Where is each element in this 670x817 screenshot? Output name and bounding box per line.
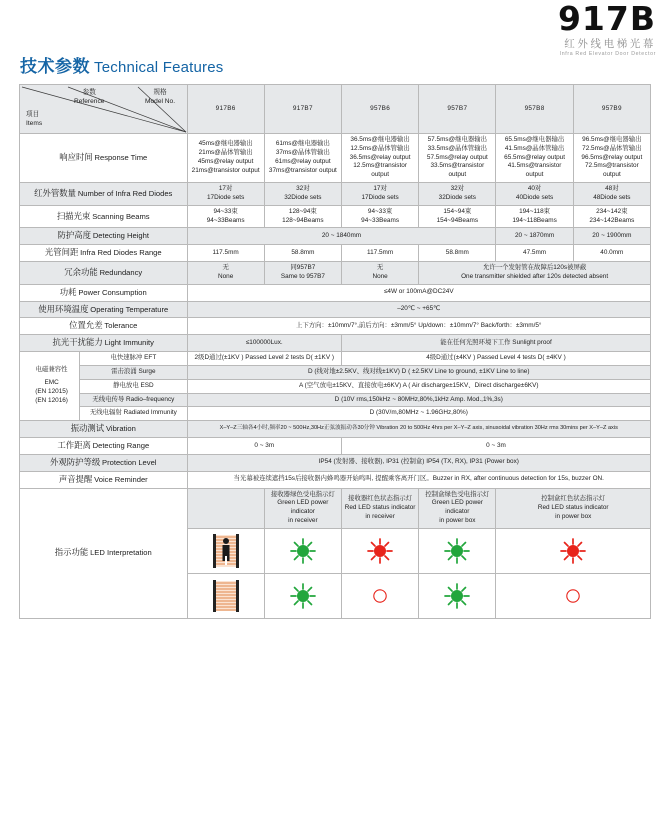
cell-response-6: 96.5ms@继电器输出 72.5ms@晶体管输出 96.5ms@relay output 72.5ms@transistor output bbox=[573, 134, 650, 183]
row-emc-radio-frequency bbox=[20, 393, 651, 407]
row-label-protection-level: 外观防护等级 Protection Level bbox=[20, 454, 188, 471]
led-lamp-green-powerbox-on bbox=[419, 528, 496, 573]
cell-redundancy-merged: 允许一个发射管在故障后120s被屏蔽 One transmitter shielded after 120s detected absent bbox=[419, 262, 651, 285]
row-diode-range bbox=[20, 245, 651, 262]
cell-height-6: 20 ~ 1900mm bbox=[573, 228, 650, 245]
row-label-operating-temperature: 使用环境温度 Operating Temperature bbox=[20, 301, 188, 318]
cell-range-6: 40.0mm bbox=[573, 245, 650, 262]
cell-diodes-1: 17对 17Diode sets bbox=[187, 183, 264, 206]
cell-diodes-2: 32对 32Diode sets bbox=[264, 183, 341, 206]
red-led-off-icon bbox=[560, 583, 586, 609]
row-label-scanning-beams: 扫描光束 Scanning Beams bbox=[20, 205, 188, 228]
led-diagram-header bbox=[187, 488, 264, 528]
row-label-detecting-height: 防护高度 Detecting Height bbox=[20, 228, 188, 245]
row-emc-surge bbox=[20, 365, 651, 379]
model-header-3: 957B6 bbox=[341, 85, 418, 134]
technical-specification-table bbox=[19, 84, 651, 619]
green-led-on-icon bbox=[444, 538, 470, 564]
row-emc-eft bbox=[20, 352, 651, 366]
cell-vibration: X–Y–Z三轴各4小时,频率20 ~ 500Hz,30Hz正弦波振动各30分钟 Vibration 20 to 500Hz 4hrs per X–Y–Z axis, sinusoidal vibration 30Hz rms 30mins per X–Y–Z axis bbox=[187, 421, 650, 438]
model-header-2: 917B7 bbox=[264, 85, 341, 134]
cell-radiated-immunity: D (30V/m,80MHz ~ 1.96GHz,80%) bbox=[187, 407, 650, 421]
row-label-radio-frequency: 无线电传导 Radio–frequency bbox=[80, 393, 187, 407]
cell-range-5: 47.5mm bbox=[496, 245, 573, 262]
door-clear-icon bbox=[187, 573, 264, 618]
row-label-diode-range: 光管间距 Infra Red Diodes Range bbox=[20, 245, 188, 262]
led-lamp-green-receiver-on-2 bbox=[264, 573, 341, 618]
cell-range-3: 117.5mm bbox=[341, 245, 418, 262]
model-header-6: 957B9 bbox=[573, 85, 650, 134]
row-label-esd: 静电放电 ESD bbox=[80, 379, 187, 393]
row-label-redundancy: 冗余功能 Redundancy bbox=[20, 262, 188, 285]
cell-voice-reminder: 当光幕被连续遮挡15s后接收器内蜂鸣器开始鸣叫, 提醒乘客离开门区。Buzzer in RX, after continuous detection for 15s, buzzer ON. bbox=[187, 471, 650, 488]
row-label-emc: 电磁兼容性 EMC (EN 12015) (EN 12016) bbox=[20, 352, 80, 421]
led-header-4: 控制盒红色状态指示灯 Red LED status indicator in power box bbox=[496, 488, 651, 528]
cell-height-merged: 20 ~ 1840mm bbox=[187, 228, 496, 245]
model-header-4: 957B7 bbox=[419, 85, 496, 134]
cell-light-immunity-right: 能在任何光照环境下工作 Sunlight proof bbox=[341, 335, 650, 352]
cell-response-3: 36.5ms@继电器输出 12.5ms@晶体管输出 36.5ms@relay output 12.5ms@transistor output bbox=[341, 134, 418, 183]
cell-response-5: 65.5ms@继电器输出 41.5ms@晶体管输出 65.5ms@relay output 41.5ms@transistor output bbox=[496, 134, 573, 183]
page-title-en: Technical Features bbox=[94, 59, 224, 76]
cell-redundancy-1: 无 None bbox=[187, 262, 264, 285]
cell-esd: A (空气放电±15KV、直接放电±6KV) A ( Air discharge±15KV、Direct discharge±6KV) bbox=[187, 379, 650, 393]
page-title-cn: 技术参数 bbox=[20, 57, 90, 76]
cell-response-1: 45ms@继电器输出 21ms@晶体管输出 45ms@relay output 21ms@transistor output bbox=[187, 134, 264, 183]
row-protection-level bbox=[20, 454, 651, 471]
cell-beams-5: 194~118束 194~118Beams bbox=[496, 205, 573, 228]
cell-light-immunity-left: ≤100000Lux. bbox=[187, 335, 341, 352]
cell-beams-1: 94~33束 94~33Beams bbox=[187, 205, 264, 228]
row-led-header bbox=[20, 488, 651, 528]
cell-detecting-range-right: 0 ~ 3m bbox=[341, 438, 650, 455]
red-led-on-icon bbox=[367, 538, 393, 564]
row-label-response-time: 响应时间 Response Time bbox=[20, 134, 188, 183]
model-header-5: 957B8 bbox=[496, 85, 573, 134]
cell-range-1: 117.5mm bbox=[187, 245, 264, 262]
row-label-diode-count: 红外管数量 Number of Infra Red Diodes bbox=[20, 183, 188, 206]
led-header-2: 接收器红色状态指示灯 Red LED status indicator in receiver bbox=[341, 488, 418, 528]
cell-surge: D (线对地±2.5KV、线对线±1KV) D ( ±2.5KV Line to ground, ±1KV Line to line) bbox=[187, 365, 650, 379]
row-light-immunity bbox=[20, 335, 651, 352]
row-detecting-height bbox=[20, 228, 651, 245]
door-blocked-icon-svg bbox=[212, 534, 240, 568]
row-voice-reminder bbox=[20, 471, 651, 488]
legend-model: 规格 Model No. bbox=[145, 89, 176, 105]
row-label-detecting-range: 工作距离 Detecting Range bbox=[20, 438, 188, 455]
led-header-3: 控制盒绿色受电指示灯 Green LED power indicator in power box bbox=[419, 488, 496, 528]
cell-range-4: 58.8mm bbox=[419, 245, 496, 262]
row-vibration bbox=[20, 421, 651, 438]
product-logo bbox=[558, 2, 656, 58]
green-led-on-icon bbox=[290, 583, 316, 609]
corner-legend-cell bbox=[20, 85, 188, 134]
led-lamp-red-receiver-on bbox=[341, 528, 418, 573]
row-response-time bbox=[20, 134, 651, 183]
row-label-vibration: 振动测试 Vibration bbox=[20, 421, 188, 438]
cell-diodes-4: 32对 32Diode sets bbox=[419, 183, 496, 206]
row-label-surge: 雷击浪涌 Surge bbox=[80, 365, 187, 379]
row-operating-temperature bbox=[20, 301, 651, 318]
cell-beams-6: 234~142束 234~142Beams bbox=[573, 205, 650, 228]
cell-detecting-range-left: 0 ~ 3m bbox=[187, 438, 341, 455]
red-led-off-icon bbox=[367, 583, 393, 609]
cell-tolerance: 上下方向：±10mm/7°,前后方向：±3mm/5° Up/down：±10mm/7° Back/forth：±3mm/5° bbox=[187, 318, 650, 335]
page-title bbox=[20, 52, 224, 77]
row-label-light-immunity: 抗光干扰能力 Light Immunity bbox=[20, 335, 188, 352]
cell-height-5: 20 ~ 1870mm bbox=[496, 228, 573, 245]
cell-diodes-6: 48对 48Diode sets bbox=[573, 183, 650, 206]
cell-operating-temperature: –20℃ ~ +65℃ bbox=[187, 301, 650, 318]
row-diode-count bbox=[20, 183, 651, 206]
cell-power-consumption: ≤4W or 100mA@DC24V bbox=[187, 284, 650, 301]
table-header-row bbox=[20, 85, 651, 134]
legend-items: 项目 Items bbox=[26, 111, 43, 127]
cell-beams-4: 154~94束 154~94Beams bbox=[419, 205, 496, 228]
cell-protection-level: IP54 (发射器、接收器), IP31 (控制盒) IP54 (TX, RX), IP31 (Power box) bbox=[187, 454, 650, 471]
logo-subtitle-cn: 红外线电梯光幕 bbox=[564, 37, 656, 50]
logo-subtitle-en: Infra Red Elevator Door Detector bbox=[559, 51, 656, 58]
led-header-1: 接收器绿色受电指示灯 Green LED power indicator in receiver bbox=[264, 488, 341, 528]
cell-beams-2: 128~94束 128~94Beams bbox=[264, 205, 341, 228]
row-label-eft: 电快速脉冲 EFT bbox=[80, 352, 187, 366]
cell-eft-right: 4级D通过(±4KV ) Passed Level 4 tests D( ±4KV ) bbox=[341, 352, 650, 366]
cell-response-4: 57.5ms@继电器输出 33.5ms@晶体管输出 57.5ms@relay output 33.5ms@transistor output bbox=[419, 134, 496, 183]
cell-redundancy-3: 无 None bbox=[341, 262, 418, 285]
row-label-tolerance: 位置允差 Tolerance bbox=[20, 318, 188, 335]
green-led-on-icon bbox=[444, 583, 470, 609]
cell-eft-left: 2级D通过(±1KV ) Passed Level 2 tests D( ±1KV ) bbox=[187, 352, 341, 366]
row-label-power-consumption: 功耗 Power Consumption bbox=[20, 284, 188, 301]
logo-model: 917B bbox=[557, 0, 656, 38]
row-label-radiated-immunity: 无线电辐射 Radiated Immunity bbox=[80, 407, 187, 421]
cell-redundancy-2: 同957B7 Same to 957B7 bbox=[264, 262, 341, 285]
led-lamp-green-powerbox-on-2 bbox=[419, 573, 496, 618]
row-tolerance bbox=[20, 318, 651, 335]
row-label-voice-reminder: 声音提醒 Voice Reminder bbox=[20, 471, 188, 488]
led-lamp-red-powerbox-on bbox=[496, 528, 651, 573]
red-led-on-icon bbox=[560, 538, 586, 564]
row-emc-esd bbox=[20, 379, 651, 393]
row-detecting-range bbox=[20, 438, 651, 455]
cell-beams-3: 94~33束 94~33Beams bbox=[341, 205, 418, 228]
led-lamp-red-receiver-off bbox=[341, 573, 418, 618]
row-redundancy bbox=[20, 262, 651, 285]
cell-radio-frequency: D (10V rms,150kHz ~ 80MHz,80%,1kHz Amp. Mod.,1%,3s) bbox=[187, 393, 650, 407]
row-emc-radiated-immunity bbox=[20, 407, 651, 421]
cell-range-2: 58.8mm bbox=[264, 245, 341, 262]
led-lamp-green-receiver-on bbox=[264, 528, 341, 573]
row-label-led-interpretation: 指示功能 LED Interpretation bbox=[20, 488, 188, 618]
row-scanning-beams bbox=[20, 205, 651, 228]
cell-diodes-5: 40对 40Diode sets bbox=[496, 183, 573, 206]
cell-diodes-3: 17对 17Diode sets bbox=[341, 183, 418, 206]
green-led-on-icon bbox=[290, 538, 316, 564]
row-power-consumption bbox=[20, 284, 651, 301]
door-blocked-icon bbox=[187, 528, 264, 573]
legend-reference: 参数 Reference bbox=[74, 89, 105, 105]
cell-response-2: 61ms@继电器输出 37ms@晶体管输出 61ms@relay output 37ms@transistor output bbox=[264, 134, 341, 183]
led-lamp-red-powerbox-off bbox=[496, 573, 651, 618]
door-clear-icon-svg bbox=[212, 580, 240, 612]
model-header-1: 917B6 bbox=[187, 85, 264, 134]
